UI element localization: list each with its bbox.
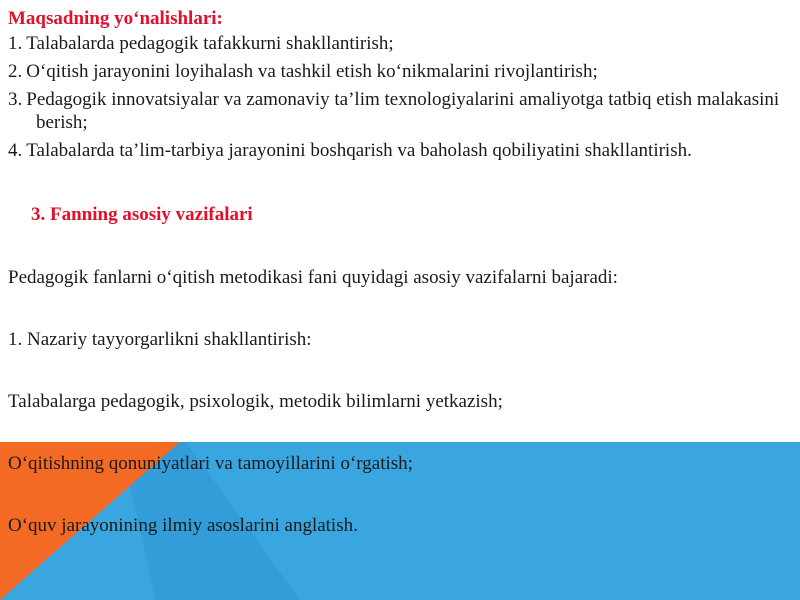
slide-content bbox=[8, 6, 792, 539]
objective-text: Talabalarda ta’lim-tarbiya jarayonini boshqarish va baholash qobiliyatini shakllantirish. bbox=[26, 140, 692, 161]
objective-number: 1. bbox=[8, 33, 23, 54]
intro-paragraph: Pedagogik fanlarni o‘qitish metodikasi fani quyidagi asosiy vazifalarni bajaradi: bbox=[8, 267, 618, 288]
objective-item bbox=[8, 60, 792, 83]
section-title: 3. Fanning asosiy vazifalari bbox=[31, 204, 253, 225]
objective-number: 2. bbox=[8, 61, 23, 82]
objective-text: Pedagogik innovatsiyalar va zamonaviy ta’lim texnologiyalarini amaliyotga tatbiq etish malakasini berish; bbox=[26, 89, 780, 133]
objective-item bbox=[8, 32, 792, 55]
objective-item bbox=[8, 139, 792, 162]
objective-number: 4. bbox=[8, 140, 23, 161]
objectives-list bbox=[8, 32, 792, 162]
objectives-heading: Maqsadning yo‘nalishlari: bbox=[8, 8, 223, 29]
task-heading: 1. Nazariy tayyorgarlikni shakllantirish: bbox=[8, 329, 312, 350]
task-line: O‘qitishning qonuniyatlari va tamoyillarini o‘rgatish; bbox=[8, 453, 413, 474]
objective-text: Talabalarda pedagogik tafakkurni shakllantirish; bbox=[26, 33, 394, 54]
objective-number: 3. bbox=[8, 89, 23, 110]
objective-text: O‘qitish jarayonini loyihalash va tashkil etish ko‘nikmalarini rivojlantirish; bbox=[26, 61, 598, 82]
task-line: O‘quv jarayonining ilmiy asoslarini anglatish. bbox=[8, 515, 358, 536]
task-line: Talabalarga pedagogik, psixologik, metodik bilimlarni yetkazish; bbox=[8, 391, 503, 412]
objective-item bbox=[8, 88, 792, 134]
